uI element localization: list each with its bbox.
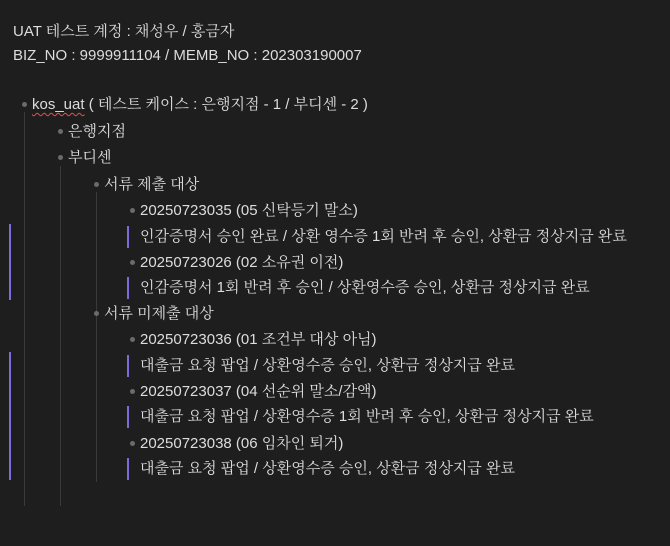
group-submitted-label[interactable]: 서류 제출 대상 xyxy=(104,176,200,193)
group-unsubmitted-label[interactable]: 서류 미제출 대상 xyxy=(104,305,214,322)
bullet-icon xyxy=(130,208,135,213)
indent-guide xyxy=(60,166,61,506)
branch-item-bank[interactable]: 은행지점 xyxy=(68,123,126,140)
account-info-line: UAT 테스트 계정 : 채성우 / 홍금자 xyxy=(13,23,235,40)
case-note: 대출금 요청 팝업 / 상환영수증 승인, 상환금 정상지급 완료 xyxy=(140,357,515,374)
bullet-icon xyxy=(130,260,135,265)
bullet-icon xyxy=(58,155,63,160)
case-item[interactable]: 20250723038 (06 임차인 퇴거) xyxy=(140,435,344,452)
bullet-icon xyxy=(94,311,99,316)
biz-number-line: BIZ_NO : 9999911104 / MEMB_NO : 202303190007 xyxy=(13,47,362,64)
case-note: 인감증명서 1회 반려 후 승인 / 상환영수증 승인, 상환금 정상지급 완료 xyxy=(140,279,590,296)
indent-guide xyxy=(96,192,97,482)
bullet-icon xyxy=(130,441,135,446)
left-margin-marker xyxy=(9,224,11,300)
note-bar xyxy=(127,226,129,248)
root-name: kos_uat xyxy=(32,96,85,113)
note-bar xyxy=(127,406,129,428)
indent-guide xyxy=(24,112,25,506)
note-bar xyxy=(127,277,129,299)
note-bar xyxy=(127,355,129,377)
bullet-icon xyxy=(94,182,99,187)
bullet-icon xyxy=(22,102,27,107)
left-margin-marker xyxy=(9,352,11,480)
bullet-icon xyxy=(130,337,135,342)
case-note: 대출금 요청 팝업 / 상환영수증 승인, 상환금 정상지급 완료 xyxy=(140,460,515,477)
root-suffix: ( 테스트 케이스 : 은행지점 - 1 / 부디센 - 2 ) xyxy=(84,96,368,113)
note-bar xyxy=(127,458,129,480)
case-item[interactable]: 20250723036 (01 조건부 대상 아님) xyxy=(140,331,377,348)
root-item[interactable] xyxy=(32,95,368,115)
bullet-icon xyxy=(58,129,63,134)
case-item[interactable]: 20250723035 (05 신탁등기 말소) xyxy=(140,202,358,219)
case-item[interactable]: 20250723026 (02 소유권 이전) xyxy=(140,254,344,271)
branch-item-budisen[interactable]: 부디센 xyxy=(68,149,112,166)
case-item[interactable]: 20250723037 (04 선순위 말소/감액) xyxy=(140,383,377,400)
case-note: 대출금 요청 팝업 / 상환영수증 1회 반려 후 승인, 상환금 정상지급 완료 xyxy=(140,408,594,425)
bullet-icon xyxy=(130,389,135,394)
case-note: 인감증명서 승인 완료 / 상환 영수증 1회 반려 후 승인, 상환금 정상지급 완료 xyxy=(140,228,627,245)
